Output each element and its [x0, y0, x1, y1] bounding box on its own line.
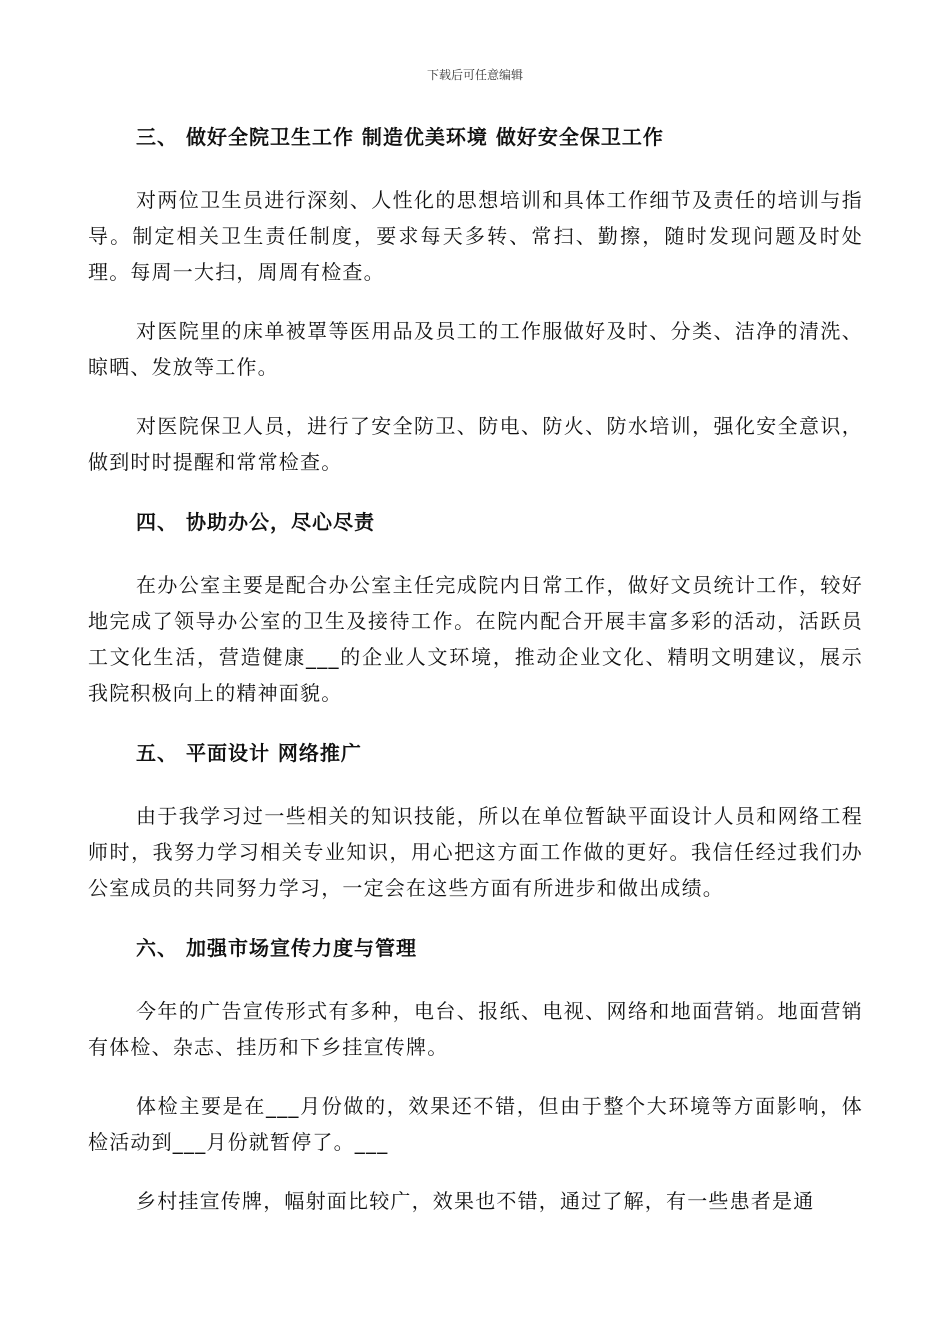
section-heading-5: 五、 平面设计 网络推广 [136, 741, 362, 765]
section-heading-3: 三、 做好全院卫生工作 制造优美环境 做好安全保卫工作 [136, 125, 664, 149]
page-header: 下载后可任意编辑 [426, 68, 523, 82]
document-body [88, 118, 863, 1242]
section-heading-4: 四、 协助办公，尽心尽责 [136, 510, 375, 534]
paragraph: 对两位卫生员进行深刻、人性化的思想培训和具体工作细节及责任的培训与指导。制定相关卫生责任制度，要求每天多转、常扫、勤擦，随时发现问题及时处理。每周一大扫，周周有检查。 [88, 188, 863, 284]
paragraph: 由于我学习过一些相关的知识技能，所以在单位暂缺平面设计人员和网络工程师时，我努力学习相关专业知识，用心把这方面工作做的更好。我信任经过我们办公室成员的共同努力学习，一定会在这些方面有所进步和做出成绩。 [88, 804, 863, 900]
paragraph: 对医院里的床单被罩等医用品及员工的工作服做好及时、分类、洁净的清洗、晾晒、发放等工作。 [88, 319, 863, 379]
paragraph: 今年的广告宣传形式有多种，电台、报纸、电视、网络和地面营销。地面营销有体检、杂志、挂历和下乡挂宣传牌。 [88, 999, 863, 1059]
paragraph: 体检主要是在___月份做的，效果还不错，但由于整个大环境等方面影响，体检活动到___月份就暂停了。___ [88, 1094, 863, 1154]
paragraph: 在办公室主要是配合办公室主任完成院内日常工作，做好文员统计工作，较好地完成了领导办公室的卫生及接待工作。在院内配合开展丰富多彩的活动，活跃员工文化生活，营造健康___的企业人文环境，推动企业文化、精明文明建议，展示我院积极向上的精神面貌。 [88, 573, 863, 705]
paragraph: 对医院保卫人员，进行了安全防卫、防电、防火、防水培训，强化安全意识，做到时时提醒和常常检查。 [88, 414, 863, 474]
paragraph: 乡村挂宣传牌，幅射面比较广，效果也不错，通过了解，有一些患者是通 [136, 1189, 815, 1213]
section-heading-6: 六、 加强市场宣传力度与管理 [136, 936, 417, 960]
